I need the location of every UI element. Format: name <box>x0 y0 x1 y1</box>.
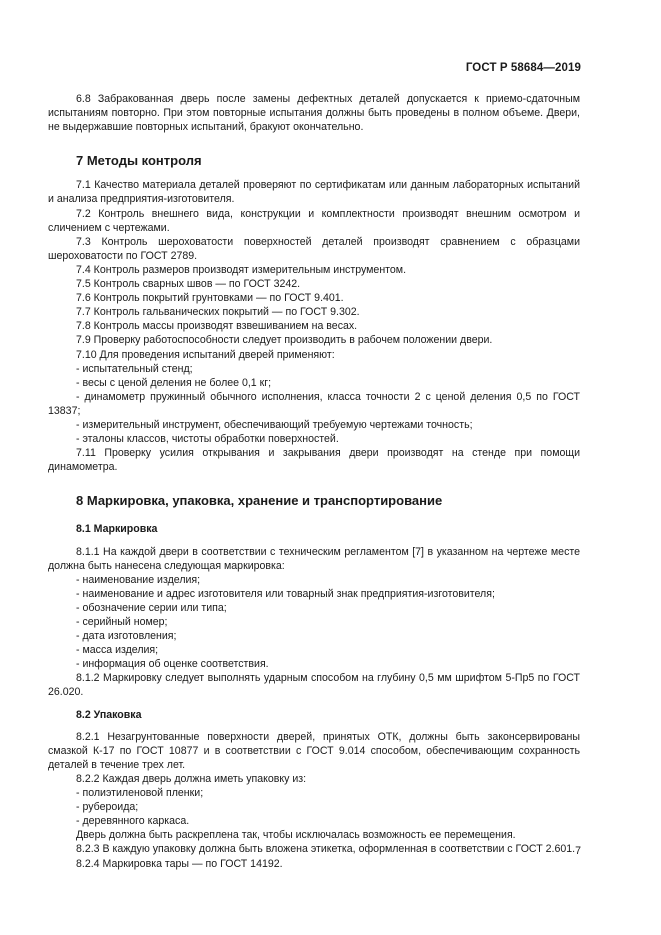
subsection-8-1-heading: 8.1 Маркировка <box>76 523 158 536</box>
page-number: 7 <box>575 845 581 857</box>
list-item: - наименование и адрес изготовителя или товарный знак предприятия-изготовителя; <box>76 587 495 600</box>
clause-7-7: 7.7 Контроль гальванических покрытий — по ГОСТ 9.302. <box>76 306 360 319</box>
list-item: - эталоны классов, чистоты обработки поверхностей. <box>76 433 339 446</box>
clause-7-10: 7.10 Для проведения испытаний дверей применяют: <box>76 348 335 361</box>
clause-8-2-1: 8.2.1 Незагрунтованные поверхности дверей, принятых ОТК, должны быть законсервированы смазкой К-17 по ГОСТ 10877 и в соответствии с ГОСТ 9.014 способом, обеспечивающим сохранность деталей в течение трех лет. <box>48 730 580 771</box>
clause-8-1-1: 8.1.1 На каждой двери в соответствии с техническим регламентом [7] в указанном на чертеже месте должна быть нанесена следующая маркировка: <box>48 545 580 572</box>
document-body <box>48 92 580 871</box>
section-8-heading: 8 Маркировка, упаковка, хранение и транспортирование <box>76 493 443 509</box>
clause-7-9: 7.9 Проверку работоспособности следует производить в рабочем положении двери. <box>76 334 493 347</box>
clause-7-6: 7.6 Контроль покрытий грунтовками — по ГОСТ 9.401. <box>76 292 344 305</box>
list-item: - испытательный стенд; <box>76 362 193 375</box>
list-item: - измерительный инструмент, обеспечивающий требуемую чертежами точность; <box>76 418 473 431</box>
section-7-heading: 7 Методы контроля <box>76 153 202 169</box>
clause-7-2: 7.2 Контроль внешнего вида, конструкции и комплектности производят внешним осмотром и сличением с чертежами. <box>48 207 580 234</box>
clause-8-2-4: 8.2.4 Маркировка тары — по ГОСТ 14192. <box>76 857 283 870</box>
list-item: - рубероида; <box>76 801 139 814</box>
list-item: - динамометр пружинный обычного исполнения, класса точности 2 с ценой деления 0,5 по ГОСТ 13837; <box>48 390 580 417</box>
list-item: - информация об оценке соответствия. <box>76 658 269 671</box>
subsection-8-2-heading: 8.2 Упаковка <box>76 708 142 721</box>
list-item: - серийный номер; <box>76 616 168 628</box>
clause-7-8: 7.8 Контроль массы производят взвешиванием на весах. <box>76 320 358 333</box>
list-item: - дата изготовления; <box>76 630 177 643</box>
clause-8-1-2: 8.1.2 Маркировку следует выполнять ударным способом на глубину 0,5 мм шрифтом 5-Пр5 по ГОСТ 26.020. <box>48 672 580 699</box>
list-item: - деревянного каркаса. <box>76 815 190 828</box>
clause-8-2-2: 8.2.2 Каждая дверь должна иметь упаковку из: <box>76 772 307 785</box>
door-fixing-note: Дверь должна быть раскреплена так, чтобы исключалась возможность ее перемещения. <box>76 829 516 842</box>
list-item: - наименование изделия; <box>76 573 201 586</box>
document-standard-header: ГОСТ Р 58684—2019 <box>465 62 581 74</box>
clause-6-8: 6.8 Забракованная дверь после замены дефектных деталей допускается к приемо-сдаточным испытаниям повторно. При этом повторные испытания должны быть проведены в полном объеме. Двери, не выдержавшие повторных испытаний, бракуют окончательно. <box>48 93 580 134</box>
list-item: - масса изделия; <box>76 644 159 657</box>
clause-7-5: 7.5 Контроль сварных швов — по ГОСТ 3242. <box>76 278 301 291</box>
clause-7-4: 7.4 Контроль размеров производят измерительным инструментом. <box>76 263 407 276</box>
clause-7-11: 7.11 Проверку усилия открывания и закрывания двери производят на стенде при помощи динамометра. <box>48 447 580 474</box>
list-item: - весы с ценой деления не более 0,1 кг; <box>76 376 272 389</box>
list-item: - обозначение серии или типа; <box>76 601 227 614</box>
clause-7-3: 7.3 Контроль шероховатости поверхностей деталей производят сравнением с образцами шероховатости по ГОСТ 2789. <box>48 235 580 262</box>
clause-7-1: 7.1 Качество материала деталей проверяют по сертификатам или данным лабораторных испытаний и анализа предприятия-изготовителя. <box>48 179 580 206</box>
clause-8-2-3: 8.2.3 В каждую упаковку должна быть вложена этикетка, оформленная в соответствии с ГОСТ 2.601. <box>76 843 576 856</box>
list-item: - полиэтиленовой пленки; <box>76 787 204 800</box>
